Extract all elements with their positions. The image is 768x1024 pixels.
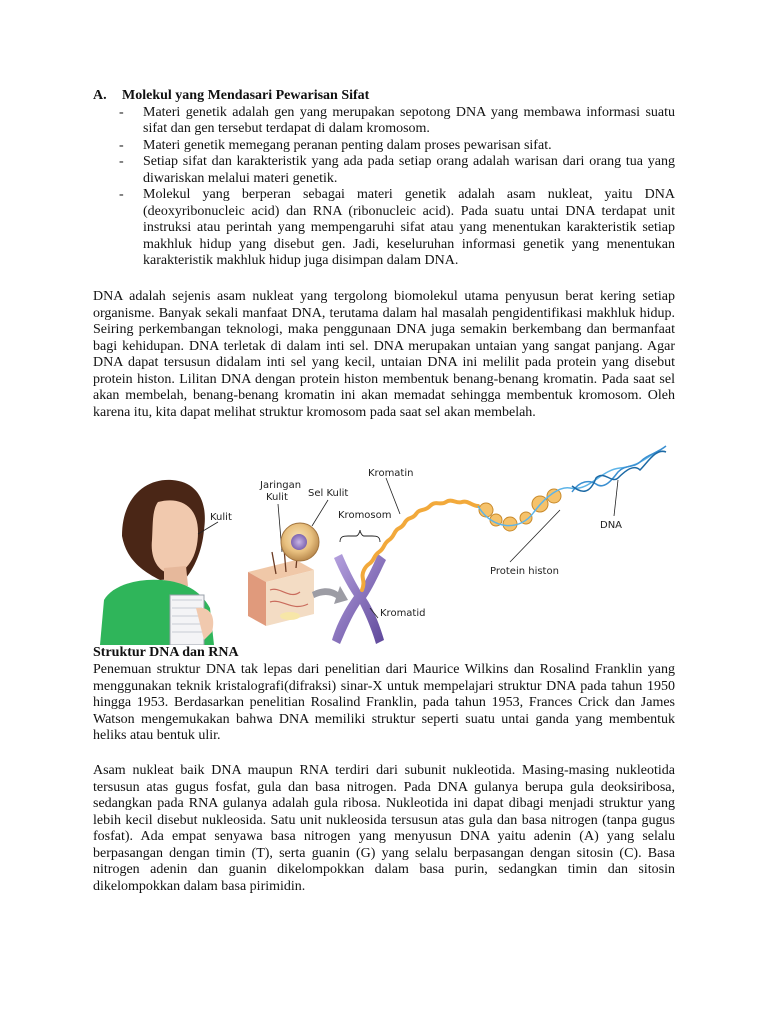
label-dna: DNA bbox=[600, 520, 623, 531]
bullet-text: Molekul yang berperan sebagai materi genetik adalah asam nukleat, yaitu DNA (deoxyribonucleic acid) dan RNA (ribonucleic acid). Pada suatu untai DNA terdapat unit instruksi atau perintah yang mempengaruhi sifat atau yang menentukan karakteristik setiap makhluk hidup yang disebut gen. Jadi, keseluruhan informasi genetik yang menentukan karakteristik makhluk hidup juga disimpan dalam DNA. bbox=[143, 187, 675, 268]
nucleosome-beads bbox=[479, 489, 561, 531]
bullet-item bbox=[93, 138, 675, 155]
section-a-title: Molekul yang Mendasari Pewarisan Sifat bbox=[122, 88, 370, 103]
bullet-item bbox=[93, 187, 675, 270]
section-a bbox=[93, 88, 675, 270]
paragraph-struktur: Penemuan struktur DNA tak lepas dari penelitian dari Maurice Wilkins dan Rosalind Franklin yang menggunakan teknik kristalografi(difraksi) sinar-X untuk mempelajari struktur DNA pada tahun 1950 hingga 1953. Berdasarkan penelitian Rosalind Franklin, pada tahun 1953, Frances Crick dan James Watson mengemukakan bahwa DNA memiliki struktur seperti suatu untai ganda yang membentuk heliks atau bentuk ulir. bbox=[93, 662, 675, 743]
label-jaringan-kulit: Kulit bbox=[266, 492, 288, 503]
label-protein-histon: Protein histon bbox=[490, 566, 559, 577]
label-kromatin: Kromatin bbox=[368, 468, 414, 479]
bullet-text: Materi genetik adalah gen yang merupakan sepotong DNA yang membawa informasi suatu sifat dan gen tersebut terdapat di dalam kromosom. bbox=[143, 104, 675, 136]
label-kromatid: Kromatid bbox=[380, 608, 426, 619]
label-jaringan: Jaringan bbox=[260, 480, 302, 491]
label-kromosom: Kromosom bbox=[338, 510, 392, 521]
label-sel-kulit: Sel Kulit bbox=[308, 488, 349, 499]
bullet-dash: - bbox=[119, 187, 124, 202]
bullet-dash: - bbox=[119, 137, 124, 153]
heading-struktur-dna-rna: Struktur DNA dan RNA bbox=[93, 645, 239, 660]
bullet-dash: - bbox=[119, 104, 124, 120]
skin-cell-image bbox=[281, 523, 319, 561]
bullet-item bbox=[93, 154, 675, 187]
girl-image bbox=[100, 480, 214, 645]
section-a-heading bbox=[93, 88, 675, 105]
bullet-dash: - bbox=[119, 154, 124, 169]
label-kulit: Kulit bbox=[210, 512, 232, 523]
section-a-label: A. bbox=[93, 88, 107, 103]
dna-figure bbox=[100, 440, 675, 645]
bullet-text: Setiap sifat dan karakteristik yang ada pada setiap orang adalah warisan dari orang tua yang diwariskan melalui materi genetik. bbox=[143, 154, 675, 186]
bullet-text: Materi genetik memegang peranan penting dalam proses pewarisan sifat. bbox=[143, 137, 552, 153]
section-a-bullets bbox=[93, 105, 675, 270]
paragraph-nukleotida: Asam nukleat baik DNA maupun RNA terdiri dari subunit nukleotida. Masing-masing nukleotida tersusun atas gugus fosfat, gula dan basa nitrogen. Pada DNA gulanya berupa gula deoksiribosa, sedangkan pada RNA gulanya adalah gula ribosa. Nukleotida ini dapat dibagi menjadi struktur yang lebih kecil disebut nukleosida. Satu unit nukleosida tersusun atas gula dan basa nitrogen (tanpa gugus fosfat). Ada empat senyawa basa nitrogen yang menyusun DNA yaitu adenin (A) yang selalu berpasangan dengan timin (T), serta guanin (G) yang selalu berpasangan dengan sitosin (C). Basa nitrogen adenin dan guanin dikelompokkan dalam basa purin, sedangkan timin dan sitosin dikelompokkan dalam basa pirimidin. bbox=[93, 763, 675, 894]
paragraph-dna: DNA adalah sejenis asam nukleat yang tergolong biomolekul utama penyusun berat kering setiap organisme. Banyak sekali manfaat DNA, terutama dalam hal masalah pengidentifikasi makhluk hidup. Seiring perkembangan teknologi, maka penggunaan DNA juga semakin berkembang dan bermanfaat bagi kehidupan. DNA terletak di dalam inti sel. DNA merupakan untaian yang sangat panjang. Agar DNA dapat tersusun didalam inti sel yang kecil, untaian DNA ini melilit pada protein yang disebut protein histon. Lilitan DNA dengan protein histon membentuk benang-benang kromatin. Pada saat sel akan membelah, benang-benang kromatin ini akan memadat sehingga membentuk kromosom. Oleh karena itu, kita dapat melihat struktur kromosom pada saat sel akan membelah. bbox=[93, 289, 675, 420]
bullet-item bbox=[93, 105, 675, 138]
dna-illustration bbox=[100, 440, 675, 645]
